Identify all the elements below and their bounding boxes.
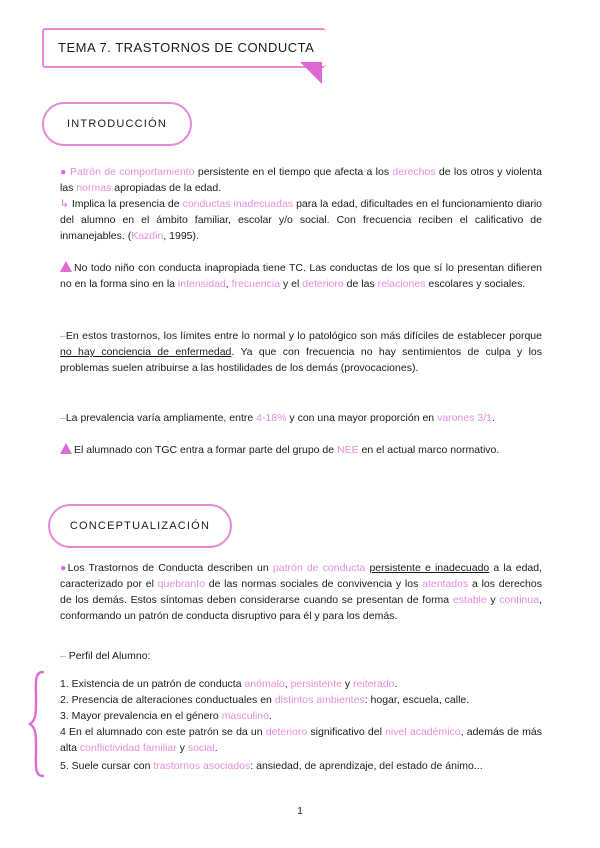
banner-fold: [300, 62, 322, 84]
text: 5. Suele cursar con: [60, 760, 154, 772]
list-item: [60, 676, 542, 692]
brace-icon: [28, 670, 46, 778]
text: La prevalencia varía ampliamente, entre: [65, 412, 257, 424]
highlight-text: conductas inadecuadas: [182, 198, 294, 210]
text: a la edad, caracterizado por el: [60, 562, 543, 590]
concept-paragraph-1: [60, 560, 542, 624]
highlight-text: frecuencia: [231, 278, 281, 290]
highlight-text: 4-18%: [256, 412, 287, 424]
text: de las: [343, 278, 378, 290]
page-number: 1: [297, 806, 303, 817]
text: a los derechos de los demás. Estos síntomas deben considerarse cuando se presentan de forma: [60, 578, 542, 606]
text: persistente en el tiempo que afecta a los: [194, 166, 393, 178]
highlight-text: persistente: [290, 678, 342, 690]
list-item: [60, 758, 542, 774]
text: 4 En el alumnado con este patrón se da un: [60, 726, 266, 738]
intro-paragraph-4: [60, 328, 542, 376]
highlight-text: continua: [499, 594, 540, 606]
highlight-text: masculino: [221, 710, 269, 722]
text: y: [341, 678, 354, 690]
highlight-text: conflictividad familiar: [79, 742, 177, 754]
text: ,: [284, 678, 291, 690]
underlined-text: no hay conciencia de enfermedad: [60, 346, 232, 358]
highlight-text: relaciones: [377, 278, 426, 290]
highlight-text: normas: [76, 182, 112, 194]
highlight-text: NEE: [337, 444, 359, 456]
text: , además de más alta: [60, 726, 542, 754]
highlight-text: atentados: [422, 578, 469, 590]
text: significativo del: [307, 726, 386, 738]
highlight-text: anómalo: [244, 678, 285, 690]
highlight-text: deterioro: [302, 278, 344, 290]
highlight-text: distintos ambientes: [274, 694, 365, 706]
warning-icon: [60, 443, 72, 454]
highlight-text: varones 3/1: [437, 412, 492, 424]
intro-paragraph-5: [60, 410, 542, 426]
list-item: [60, 708, 542, 724]
text: ,: [225, 278, 232, 290]
text: y: [486, 594, 500, 606]
highlight-text: trastornos asociados: [153, 760, 251, 772]
text: 1. Existencia de un patrón de conducta: [60, 678, 245, 690]
highlight-text: derechos: [392, 166, 436, 178]
highlight-text: quebranto: [157, 578, 205, 590]
bullet-icon: ●: [60, 562, 68, 574]
highlight-text: nivel académico: [385, 726, 461, 738]
text: , 1995).: [163, 230, 199, 242]
title-banner: [42, 28, 326, 68]
intro-paragraph-3: [60, 260, 542, 292]
text: escolares y sociales.: [425, 278, 526, 290]
highlight-text: Kazdin: [131, 230, 164, 242]
section-title-concept: CONCEPTUALIZACIÓN: [69, 520, 211, 532]
text: de las normas sociales de convivencia y los: [204, 578, 423, 590]
text: de los otros y violenta las: [60, 166, 543, 194]
text: en el actual marco normativo.: [358, 444, 500, 456]
text: y el: [280, 278, 303, 290]
text: y: [176, 742, 188, 754]
intro-paragraph-6: [60, 442, 542, 458]
list-item: [60, 724, 542, 756]
text: En estos trastornos, los límites entre lo normal y lo patológico son más difíciles de establecer porque: [65, 330, 542, 342]
text: para la edad, dificultades en el funcionamiento diario del alumno en el ámbito familiar, escolar y/o social. Con frecuencia reciben el calificativo de inmanejables. (: [60, 198, 542, 242]
text: .: [214, 742, 218, 754]
dash-icon: –: [60, 650, 66, 662]
profile-label: Perfil del Alumno:: [68, 650, 151, 662]
list-item: [60, 692, 542, 708]
highlight-text: social: [187, 742, 215, 754]
highlight-text: Patrón de comportamiento: [70, 166, 195, 178]
text: El alumnado con TGC entra a formar parte del grupo de: [74, 444, 338, 456]
highlight-text: patrón de conducta: [272, 562, 366, 574]
text: . Ya que con frecuencia no hay sentimientos de culpa y los problemas suelen atribuirse a las hostilidades de los demás (provocaciones).: [60, 346, 543, 374]
dash-icon: –: [60, 412, 66, 424]
text: No todo niño con conducta inapropiada tiene TC. Las conductas de los que sí lo presentan difieren no en la forma sino en la: [60, 262, 542, 290]
text: apropiadas de la edad.: [111, 182, 222, 194]
highlight-text: estable: [452, 594, 487, 606]
page-title: TEMA 7. TRASTORNOS DE CONDUCTA: [58, 40, 315, 55]
text: .: [268, 710, 272, 722]
section-title-intro: INTRODUCCIÓN: [67, 118, 167, 130]
arrow-right-icon: ↳: [60, 198, 69, 210]
text: .: [491, 412, 495, 424]
text: .: [394, 678, 398, 690]
intro-paragraph-1: [60, 164, 542, 196]
highlight-text: deterioro: [265, 726, 308, 738]
profile-heading: [60, 648, 542, 664]
highlight-text: reiterado: [353, 678, 395, 690]
text: , conformando un patrón de conducta disruptivo para él y para los demás.: [60, 594, 542, 622]
text: : hogar, escuela, calle.: [364, 694, 470, 706]
dash-icon: –: [60, 330, 66, 342]
text: Implica la presencia de: [68, 198, 183, 210]
text: 3. Mayor prevalencia en el género: [60, 710, 222, 722]
text: 2. Presencia de alteraciones conductuales en: [60, 694, 275, 706]
bullet-icon: ●: [60, 166, 67, 178]
section-header-concept: [48, 504, 232, 548]
section-header-intro: [42, 102, 192, 146]
underlined-text: persistente e inadecuado: [369, 562, 490, 574]
text: : ansiedad, de aprendizaje, del estado de ánimo...: [250, 760, 483, 772]
warning-icon: [60, 261, 72, 272]
text: Los Trastornos de Conducta describen un: [67, 562, 273, 574]
intro-paragraph-2: [60, 196, 542, 244]
highlight-text: intensidad: [177, 278, 226, 290]
text: y con una mayor proporción en: [286, 412, 438, 424]
